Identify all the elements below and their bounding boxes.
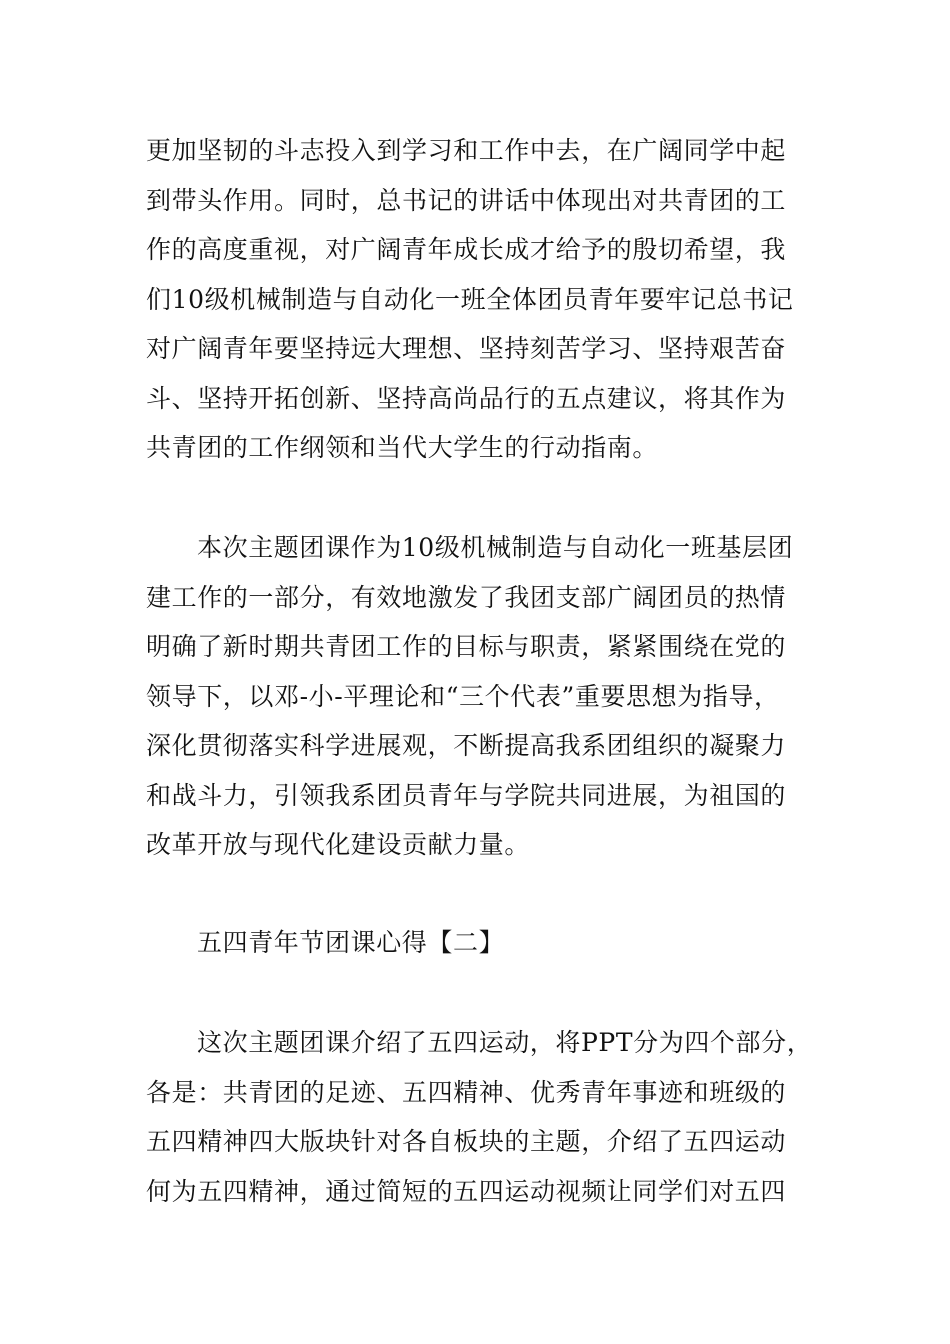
text-line: 们10级机械制造与自动化一班全体团员青年要牢记总书记 [146,284,794,314]
text-line: 建工作的一部分，有效地激发了我团支部广阔团员的热情 [146,582,787,612]
text-line: 五四精神四大版块针对各自板块的主题，介绍了五四运动 [146,1127,787,1156]
text-line: 作的高度重视，对广阔青年成长成才给予的殷切希望，我 [146,235,787,264]
text-line: 对广阔青年要坚持远大理想、坚持刻苦学习、坚持艰苦奋 [146,334,787,363]
paragraph-2 [146,523,826,870]
text-line: 何为五四精神，通过简短的五四运动视频让同学们对五四 [146,1176,787,1206]
paragraph-3 [146,1018,826,1216]
text-line: 本次主题团课作为10级机械制造与自动化一班基层团 [197,533,794,562]
text-line: 领导下，以邓-小-平理论和“三个代表”重要思想为指导， [146,681,780,711]
text-line: 深化贯彻落实科学进展观，不断提高我系团组织的凝聚力 [146,731,787,760]
text-line: 共青团的工作纲领和当代大学生的行动指南。 [146,433,659,462]
text-line: 斗、坚持开拓创新、坚持高尚品行的五点建议，将其作为 [146,383,787,413]
text-line: 明确了新时期共青团工作的目标与职责，紧紧围绕在党的 [146,632,787,661]
paragraph-1 [146,126,826,473]
section-heading [146,918,826,968]
text-line: 各是：共青团的足迹、五四精神、优秀青年事迹和班级的 [146,1077,787,1107]
text-line: 更加坚韧的斗志投入到学习和工作中去，在广阔同学中起 [146,136,787,165]
text-line: 这次主题团课介绍了五四运动，将PPT分为四个部分， [197,1028,813,1057]
text-line: 改革开放与现代化建设贡献力量。 [146,830,531,859]
text-line: 和战斗力，引领我系团员青年与学院共同进展，为祖国的 [146,780,787,810]
text-line: 到带头作用。同时，总书记的讲话中体现出对共青团的工 [146,185,787,215]
heading-text: 五四青年节团课心得【二】 [197,928,505,957]
